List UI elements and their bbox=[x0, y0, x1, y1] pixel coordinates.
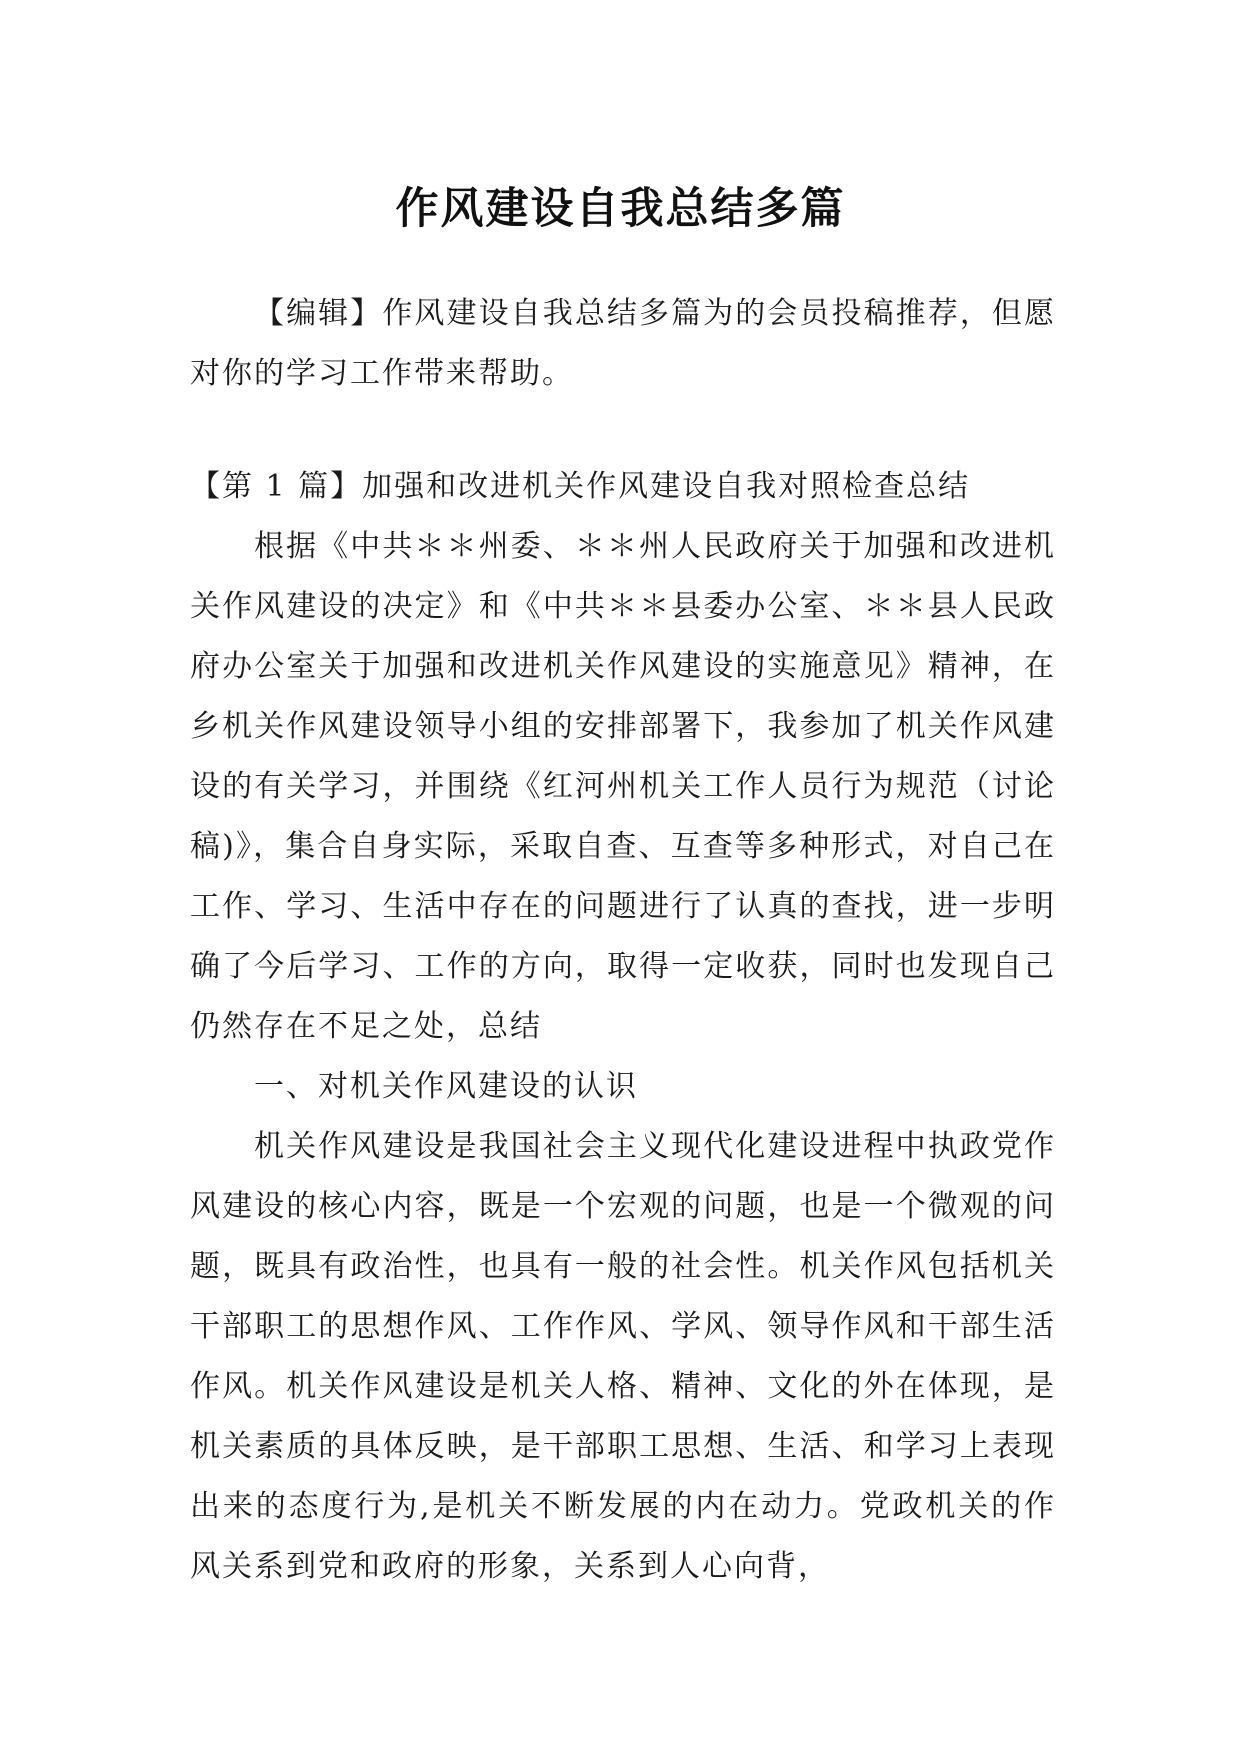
body-paragraph: 机关作风建设是我国社会主义现代化建设进程中执政党作风建设的核心内容，既是一个宏观的问题，也是一个微观的问题，既具有政治性，也具有一般的社会性。机关作风包括机关干部职工的思想作风、工作作风、学风、领导作风和干部生活作风。机关作风建设是机关人格、精神、文化的外在体现，是机关素质的具体反映，是干部职工思想、生活、和学习上表现出来的态度行为,是机关不断发展的内在动力。党政机关的作风关系到党和政府的形象，关系到人心向背， bbox=[190, 1129, 1056, 1584]
page-title: 作风建设自我总结多篇 bbox=[395, 183, 846, 234]
intro-block bbox=[190, 284, 1056, 404]
article-body bbox=[190, 457, 1056, 1597]
body-paragraph: 根据《中共＊＊州委、＊＊州人民政府关于加强和改进机关作风建设的决定》和《中共＊＊县委办公室、＊＊县人民政府办公室关于加强和改进机关作风建设的实施意见》精神，在乡机关作风建设领导小组的安排部署下，我参加了机关作风建设的有关学习，并围绕《红河州机关工作人员行为规范（讨论稿)》，集合自身实际，采取自查、互查等多种形式，对自己在工作、学习、生活中存在的问题进行了认真的查找，进一步明确了今后学习、工作的方向，取得一定收获，同时也发现自己仍然存在不足之处，总结 bbox=[190, 529, 1056, 1044]
intro-paragraph: 【编辑】作风建设自我总结多篇为的会员投稿推荐，但愿对你的学习工作带来帮助。 bbox=[190, 296, 1056, 391]
article-heading: 【第 1 篇】加强和改进机关作风建设自我对照检查总结 bbox=[190, 469, 971, 504]
section-heading: 一、对机关作风建设的认识 bbox=[254, 1069, 638, 1104]
